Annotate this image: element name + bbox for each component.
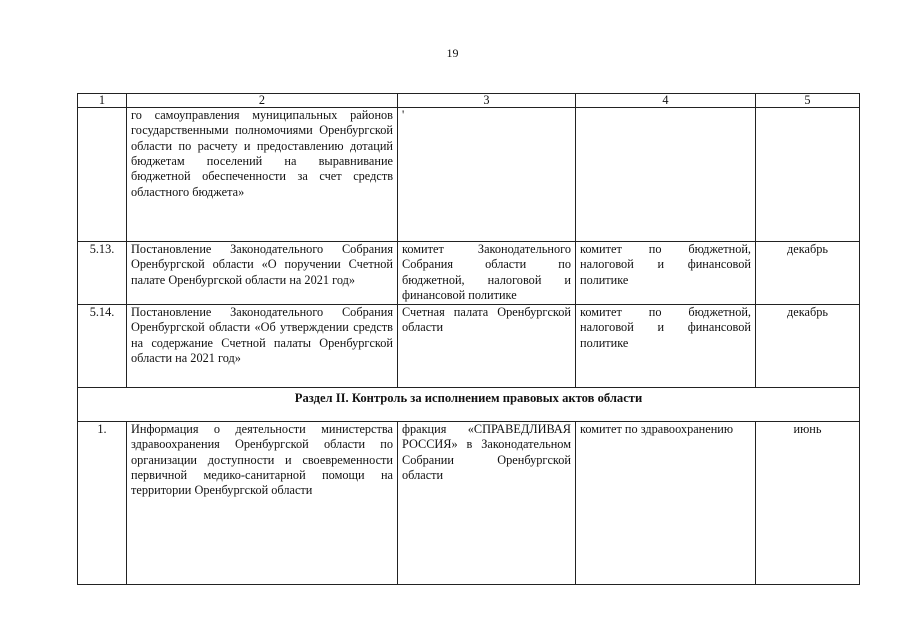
committee: комитет по здравоохранению: [576, 422, 756, 585]
column-header-5: 5: [756, 94, 860, 108]
table-row: [78, 108, 860, 242]
section-title: Раздел II. Контроль за исполнением правовых актов области: [78, 388, 860, 422]
row-number: 5.14.: [78, 305, 127, 388]
table-row: [78, 422, 860, 585]
document-title: Постановление Законодательного Собрания Оренбургской области «О поручении Счетной палате Оренбургской области на 2021 год»: [127, 242, 398, 305]
document-title: Информация о деятельности министерства здравоохранения Оренбургской области по организации доступности и своевременности первичной медико-санитарной помощи на территории Оренбургской области: [127, 422, 398, 585]
term: июнь: [756, 422, 860, 585]
plan-table: [77, 93, 860, 585]
column-header-1: 1: [78, 94, 127, 108]
document-title: го самоуправления муниципальных районов государственными полномочиями Оренбургской области по расчету и предоставлению дотаций бюджетам поселений на выравнивание бюджетной обеспеченности за счет средств областного бюджета»: [127, 108, 398, 242]
table-row: [78, 242, 860, 305]
term: [756, 108, 860, 242]
column-header-3: 3: [398, 94, 576, 108]
responsible-body: Счетная палата Оренбургской области: [398, 305, 576, 388]
column-header-2: 2: [127, 94, 398, 108]
term: декабрь: [756, 242, 860, 305]
row-number: 1.: [78, 422, 127, 585]
responsible-body: ': [398, 108, 576, 242]
section-row: [78, 388, 860, 422]
column-header-4: 4: [576, 94, 756, 108]
page-number: 19: [446, 46, 459, 60]
committee: комитет по бюджетной, налоговой и финансовой политике: [576, 305, 756, 388]
table-row: [78, 305, 860, 388]
document-title: Постановление Законодательного Собрания Оренбургской области «Об утверждении средств на содержание Счетной палаты Оренбургской области на 2021 год»: [127, 305, 398, 388]
committee: [576, 108, 756, 242]
table-header-row: [78, 94, 860, 108]
term: декабрь: [756, 305, 860, 388]
row-number: 5.13.: [78, 242, 127, 305]
committee: комитет по бюджетной, налоговой и финансовой политике: [576, 242, 756, 305]
responsible-body: комитет Законодательного Собрания области по бюджетной, налоговой и финансовой политике: [398, 242, 576, 305]
row-number: [78, 108, 127, 242]
responsible-body: фракция «СПРАВЕДЛИВАЯ РОССИЯ» в Законодательном Собрании Оренбургской области: [398, 422, 576, 585]
